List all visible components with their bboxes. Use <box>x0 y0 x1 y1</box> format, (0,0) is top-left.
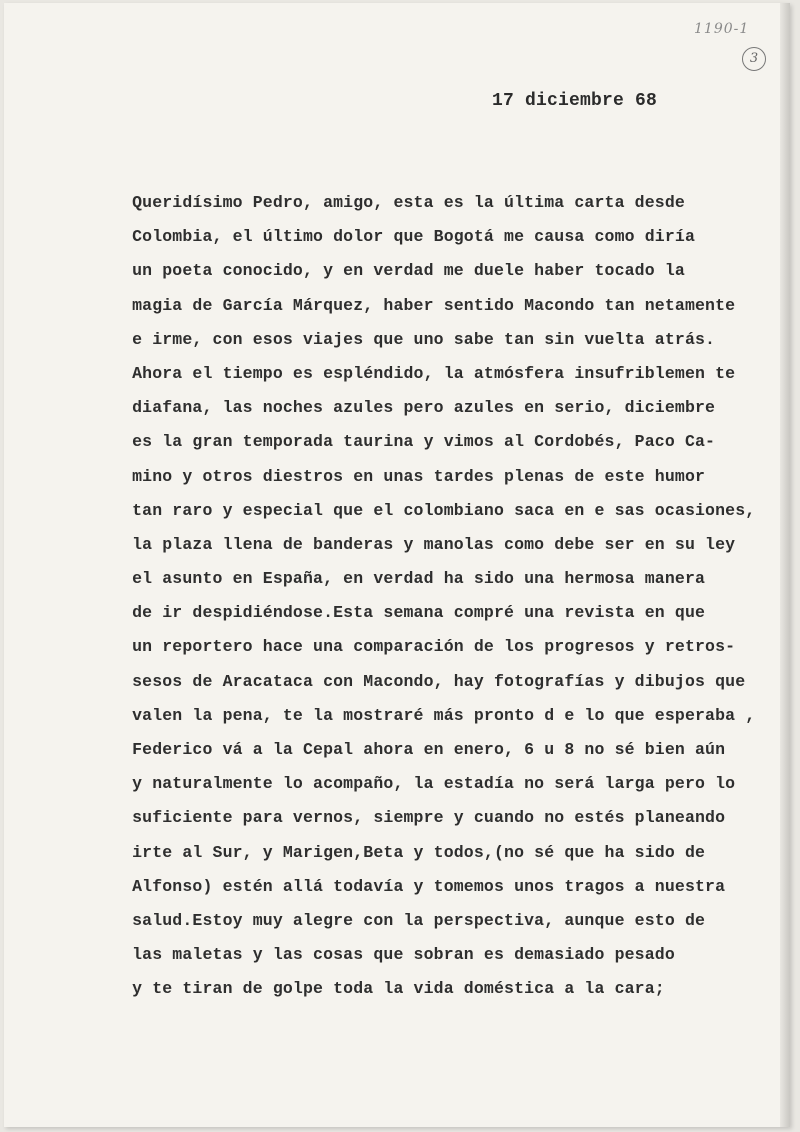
letter-line: es la gran temporada taurina y vimos al Cordobés, Paco Ca- <box>112 432 716 452</box>
letter-line: valen la pena, te la mostraré más pronto d e lo que esperaba , <box>112 705 756 725</box>
letter-line: las maletas y las cosas que sobran es demasiado pesado <box>112 945 675 965</box>
letter-line: Colombia, el último dolor que Bogotá me causa como diría <box>112 227 695 247</box>
letter-line: Queridísimo Pedro, amigo, esta es la última carta desde <box>112 193 685 212</box>
letter-body <box>112 186 756 1007</box>
letter-line: tan raro y especial que el colombiano saca en e sas ocasiones, <box>112 500 756 520</box>
page-edge <box>780 3 790 1127</box>
letter-line: la plaza llena de banderas y manolas como debe ser en su ley <box>112 534 736 554</box>
letter-line: suficiente para vernos, siempre y cuando no estés planeando <box>112 808 726 828</box>
letter-line: y naturalmente lo acompaño, la estadía no será larga pero lo <box>112 774 736 794</box>
letter-line: diafana, las noches azules pero azules en serio, diciembre <box>112 398 716 418</box>
letter-line: de ir despidiéndose.Esta semana compré una revista en que <box>112 603 706 623</box>
letter-line: e irme, con esos viajes que uno sabe tan sin vuelta atrás. <box>112 329 716 349</box>
letter-line: y te tiran de golpe toda la vida doméstica a la cara; <box>112 979 665 999</box>
letter-line: Ahora el tiempo es espléndido, la atmósfera insufriblemen te <box>112 363 736 383</box>
letter-line: un poeta conocido, y en verdad me duele haber tocado la <box>112 261 685 281</box>
letter-date: 17 diciembre 68 <box>492 91 658 111</box>
letter-line: Federico vá a la Cepal ahora en enero, 6 u 8 no sé bien aún <box>112 740 726 759</box>
letter-line: un reportero hace una comparación de los progresos y retros- <box>112 637 736 657</box>
letter-page <box>4 3 790 1127</box>
letter-line: magia de García Márquez, haber sentido Macondo tan netamente <box>112 295 736 315</box>
letter-line: irte al Sur, y Marigen,Beta y todos,(no sé que ha sido de <box>112 842 706 862</box>
letter-line: salud.Estoy muy alegre con la perspectiva, aunque esto de <box>112 910 706 930</box>
archive-handwritten-mark: 1190-1 <box>694 21 750 37</box>
letter-line: mino y otros diestros en unas tardes plenas de este humor <box>112 466 706 486</box>
letter-line: Alfonso) estén allá todavía y tomemos unos tragos a nuestra <box>112 876 726 896</box>
letter-line: sesos de Aracataca con Macondo, hay fotografías y dibujos que <box>112 671 746 691</box>
letter-line: el asunto en España, en verdad ha sido una hermosa manera <box>112 569 706 589</box>
page-number-circle: 3 <box>742 47 766 71</box>
